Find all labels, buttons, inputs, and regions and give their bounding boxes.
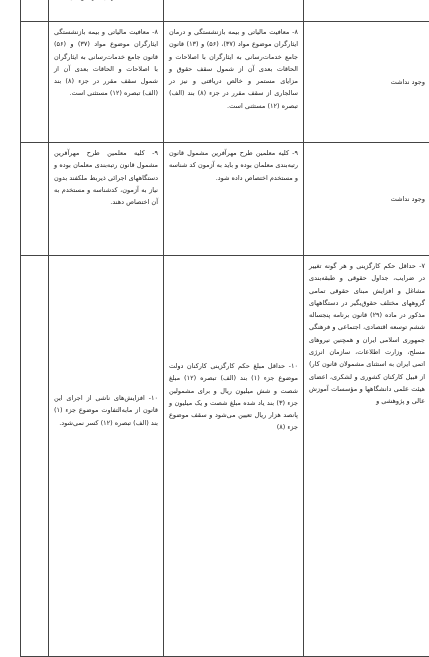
proposal-b-cell <box>49 0 164 22</box>
law-comparison-table <box>20 0 429 657</box>
proposal-a-cell <box>164 0 304 22</box>
existing-law-cell: وجود نداشت <box>304 22 429 143</box>
proposal-a-cell: ۸- معافیت مالیاتی و بیمه بازنشستگی و درمان ایثارگران موضوع مواد (۳۷)، (۵۶) و (۱۳) قانون جامع خدمات‌رسانی به ایثارگران با اصلاحات و الحاقات بعدی آن از شمول سقف حقوق و مزایای مستمر و خالص دریافتی و نیز در سالجاری از سقف مقرر در جزء (۸) بند (الف) تبصره (۱۲) مستثنی است. <box>164 22 304 143</box>
existing-law-cell <box>304 0 429 22</box>
proposal-a-cell: ۹- کلیه معلمین طرح مهرآفرین مشمول قانون رتبه‌بندی معلمان بوده و باید به آزمون کد شناسه و مستخدم اختصاص داده شود. <box>164 143 304 256</box>
proposal-b-cell: ۱۰- افزایش‌های ناشی از اجرای این قانون از مابه‌التفاوت موضوع جزء (۱) بند (الف) تبصره (۱۲) کسر نمی‌شود. <box>49 256 164 657</box>
table-row <box>21 256 429 657</box>
extra-cell <box>21 143 49 256</box>
proposal-b-cell: ۸- معافیت مالیاتی و بیمه بازنشستگی ایثارگران موضوع مواد (۳۷) و (۵۶) قانون جامع خدمات‌رسانی به ایثارگران با اصلاحات و الحاقات بعدی آن از شمول سقف مقرر در جزء (۸) بند (الف) تبصره (۱۲) مستثنی است. <box>49 22 164 143</box>
extra-cell <box>21 256 49 657</box>
extra-cell <box>21 0 49 22</box>
proposal-a-cell: ۱۰- حداقل مبلغ حکم کارگزینی کارکنان دولت موضوع جزء (۱) بند (الف) تبصره (۱۲) مبلغ شصت و شش میلیون ریال و برای مشمولین جزء (۳) بند یاد شده مبلغ شصت و یک میلیون و پانصد هزار ریال تعیین می‌شود و سقف موضوع جزء (۸) <box>164 256 304 657</box>
existing-law-cell: ۷- حداقل حکم کارگزینی و هر گونه تغییر در ضرایب، جداول حقوقی و طبقه‌بندی مشاغل و افزایش مبنای حقوقی تمامی گروههای مختلف حقوق‌بگیر در دستگاههای مذکور در ماده (۲۹) قانون برنامه پنجساله ششم توسعه اقتصادی، اجتماعی و فرهنگی جمهوری اسلامی ایران و همچنین نیروهای مسلح، وزارت اطلاعات، سازمان انرژی اتمی ایران به استثنای مشمولان قانون کار) از قبیل کارکنان کشوری و لشکری، اعضای هیئت علمی دانشگاهها و مؤسسات آموزش عالی و پژوهشی و <box>304 256 429 657</box>
proposal-b-cell: ۹- کلیه معلمین طرح مهرآفرین مشمول قانون رتبه‌بندی معلمان بوده و دستگاههای اجرائی ذیربط ملکفند بدون نیاز به آزمون، کدشناسه و مستخدم به آن اختصاص دهند. <box>49 143 164 256</box>
table-row <box>21 22 429 143</box>
extra-cell <box>21 22 49 143</box>
table-row <box>21 0 429 22</box>
existing-law-cell: وجود نداشت <box>304 143 429 256</box>
table-row <box>21 143 429 256</box>
